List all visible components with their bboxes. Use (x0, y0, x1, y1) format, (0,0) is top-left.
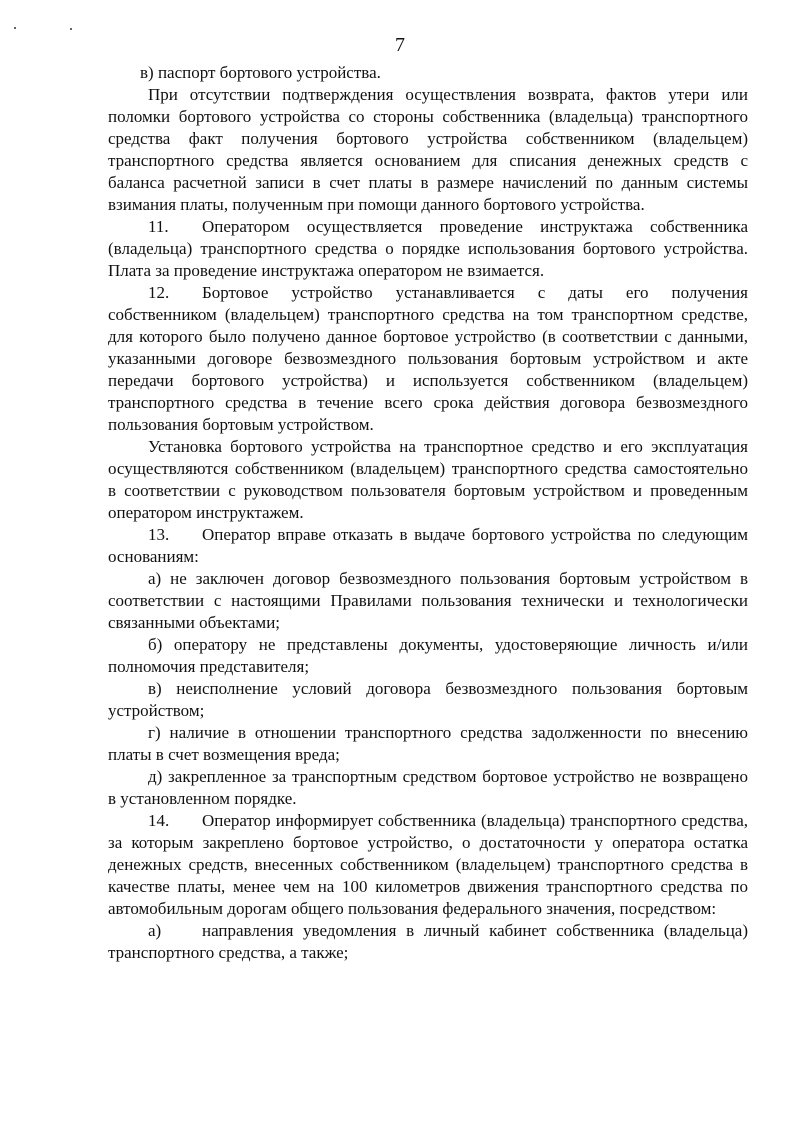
scan-speck (14, 27, 16, 29)
paragraph-text: Бортовое устройство устанавливается с даты его получения собственником (владельцем) транспортного средства на том транспортном средстве, для которого было получено данное бортовое устройство (в соответствии с данными, указанными договоре безвозмездного пользования бортовым устройством и акте передачи бортового устройства) и используется собственником (владельцем) транспортного средства в течение всего срока действия договора безвозмездного пользования бортовым устройством. (108, 283, 748, 434)
paragraph-number: 11. (148, 217, 169, 236)
paragraph: в) неисполнение условий договора безвозмездного пользования бортовым устройством; (108, 679, 748, 720)
numbered-paragraph (108, 216, 748, 282)
scan-speck (70, 28, 72, 30)
paragraph-text: направления уведомления в личный кабинет собственника (владельца) транспортного средства, а также; (108, 921, 748, 962)
paragraph-number: а) (148, 921, 162, 940)
paragraph: д) закрепленное за транспортным средством бортовое устройство не возвращено в установленном порядке. (108, 767, 748, 808)
document-body (108, 62, 748, 964)
numbered-paragraph (108, 920, 748, 964)
numbered-paragraph (108, 810, 748, 920)
numbered-paragraph (108, 524, 748, 568)
paragraph-text: Оператором осуществляется проведение инструктажа собственника (владельца) транспортного средства о порядке использования бортового устройства. Плата за проведение инструктажа оператором не взимается. (108, 217, 748, 280)
paragraph: Установка бортового устройства на транспортное средство и его эксплуатация осуществляются собственником (владельцем) транспортного средства самостоятельно в соответствии с руководством пользователя бортовым устройством и проведенным оператором инструктажем. (108, 437, 748, 522)
paragraph: г) наличие в отношении транспортного средства задолженности по внесению платы в счет возмещения вреда; (108, 723, 748, 764)
paragraph-text: Оператор вправе отказать в выдаче бортового устройства по следующим основаниям: (108, 525, 748, 566)
paragraph-text: Оператор информирует собственника (владельца) транспортного средства, за которым закреплено бортовое устройство, о достаточности у оператора остатка денежных средств, внесенных собственником (владельцем) транспортного средства в качестве платы, менее чем на 100 километров движения транспортного средства по автомобильным дорогам общего пользования федерального значения, посредством: (108, 811, 748, 918)
paragraph-number: 13. (148, 525, 170, 544)
paragraph: а) не заключен договор безвозмездного пользования бортовым устройством в соответствии с настоящими Правилами пользования технически и технологически связанными объектами; (108, 569, 748, 632)
paragraph: в) паспорт бортового устройства. (140, 63, 381, 82)
paragraph-number: 14. (148, 811, 170, 830)
paragraph-number: 12. (148, 283, 170, 302)
page-number: 7 (395, 34, 405, 56)
paragraph: б) оператору не представлены документы, удостоверяющие личность и/или полномочия представителя; (108, 635, 748, 676)
paragraph: При отсутствии подтверждения осуществления возврата, фактов утери или поломки бортового устройства со стороны собственника (владельца) транспортного средства факт получения бортового устройства собственником (владельцем) транспортного средства является основанием для списания денежных средств с баланса расчетной записи в счет платы в размере начислений по данным системы взимания платы, полученным при помощи данного бортового устройства. (108, 85, 748, 214)
numbered-paragraph (108, 282, 748, 436)
